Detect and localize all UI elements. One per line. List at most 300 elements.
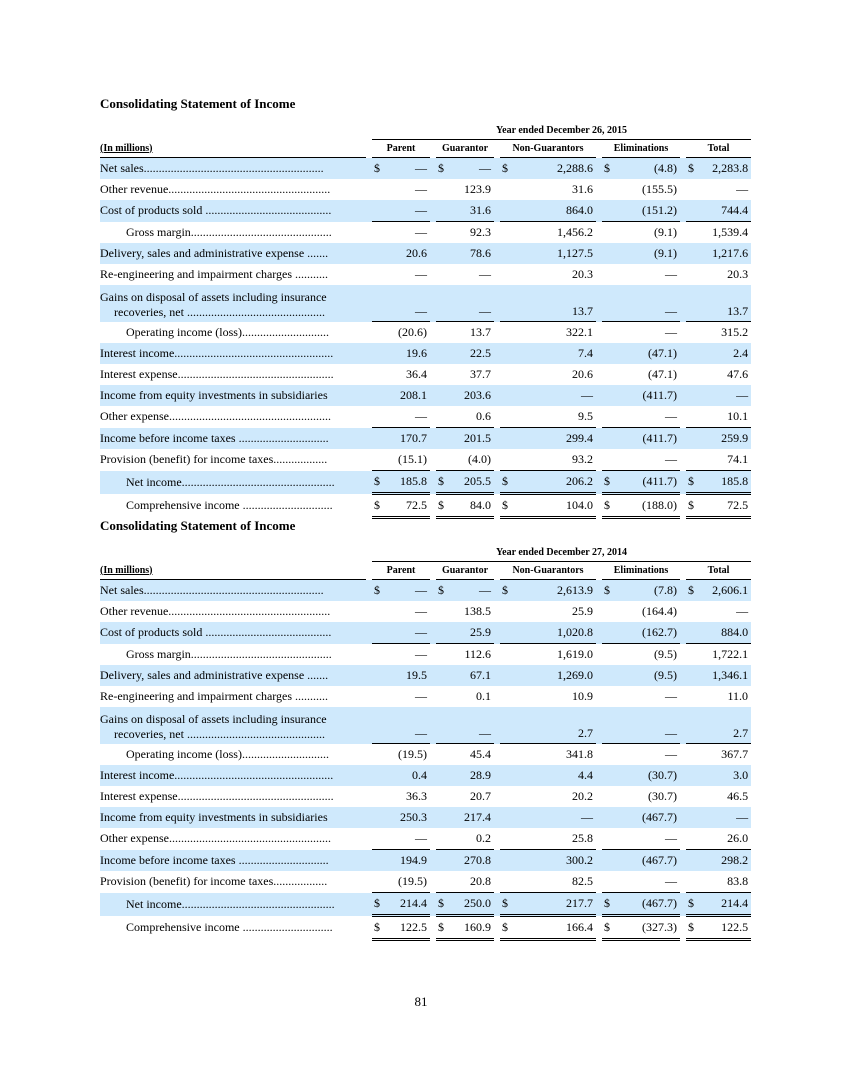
cell-value: (9.1) [654, 225, 677, 239]
cell-value: 138.5 [464, 604, 491, 618]
currency-symbol [602, 686, 615, 707]
cell-value: 74.1 [699, 449, 751, 471]
table-row [100, 179, 751, 200]
row-label: Cost of products sold .......................................... [100, 622, 366, 644]
cell-value: 2.7 [513, 707, 596, 744]
cell-value: 122.5 [699, 916, 751, 940]
currency-symbol: $ [500, 471, 513, 494]
currency-symbol [686, 644, 699, 666]
currency-symbol [686, 807, 699, 828]
cell-value: — [615, 871, 680, 893]
cell-value: 1,722.1 [712, 647, 749, 661]
cell-value: 250.0 [449, 893, 494, 916]
cell-value: 185.8 [385, 471, 430, 494]
cell-value: — [665, 267, 677, 281]
cell-value: (188.0) [615, 494, 680, 518]
row-label-line-1: Gains on disposal of assets including insurance [100, 711, 327, 726]
cell-value: 2.4 [699, 343, 751, 364]
row-label-line-1: Gains on disposal of assets including insurance [100, 289, 327, 304]
currency-symbol: $ [500, 158, 513, 180]
row-label: Comprehensive income .............................. [126, 498, 333, 512]
cell-value: — [449, 158, 494, 180]
table-body [100, 580, 751, 940]
currency-symbol [436, 601, 449, 622]
cell-value: 92.3 [470, 225, 491, 239]
table-row [100, 665, 751, 686]
currency-symbol: $ [436, 580, 449, 602]
cell-value: 28.9 [449, 765, 494, 786]
units-label: (In millions) [100, 140, 366, 158]
currency-symbol [436, 285, 449, 322]
cell-value: (4.8) [615, 158, 680, 180]
row-label: Other expense...................................................... [100, 831, 331, 846]
table-row [100, 916, 751, 940]
currency-symbol [372, 744, 385, 766]
cell-value: — [615, 707, 680, 744]
cell-value: 1,539.4 [712, 225, 749, 239]
cell-value: (467.7) [615, 893, 680, 916]
cell-value: 2,283.8 [699, 158, 751, 180]
currency-symbol [686, 222, 699, 244]
cell-value: 84.0 [449, 494, 494, 518]
currency-symbol [500, 406, 513, 428]
row-label: Income before income taxes .............................. [100, 850, 366, 872]
currency-symbol [500, 765, 513, 786]
cell-value: 31.6 [572, 182, 593, 196]
row-label: Re-engineering and impairment charges ........... [100, 689, 329, 703]
income-statement-2015 [100, 122, 751, 519]
cell-value: 0.1 [476, 689, 491, 703]
currency-symbol [686, 665, 699, 686]
currency-symbol: $ [372, 494, 385, 518]
currency-symbol [372, 871, 385, 893]
cell-value: 298.2 [699, 850, 751, 872]
currency-symbol [500, 449, 513, 471]
currency-symbol: $ [436, 893, 449, 916]
currency-symbol [436, 179, 449, 200]
cell-value: 46.5 [727, 789, 749, 803]
period-header: Year ended December 26, 2015 [372, 122, 751, 140]
row-label: Other revenue...................................................... [100, 182, 331, 196]
cell-value: (19.5) [398, 747, 427, 761]
cell-value: 270.8 [449, 850, 494, 872]
cell-value: 205.5 [449, 471, 494, 494]
table-row [100, 850, 751, 872]
currency-symbol [436, 765, 449, 786]
cell-value: 206.2 [513, 471, 596, 494]
cell-value: 25.9 [572, 604, 593, 618]
cell-value: 37.7 [470, 367, 491, 381]
currency-symbol [602, 385, 615, 406]
cell-value: 78.6 [449, 243, 494, 264]
currency-symbol: $ [436, 471, 449, 494]
currency-symbol [500, 665, 513, 686]
currency-symbol [436, 222, 449, 244]
currency-symbol [686, 385, 699, 406]
cell-value: 259.9 [699, 428, 751, 450]
currency-symbol [436, 644, 449, 666]
cell-value: (30.7) [615, 765, 680, 786]
cell-value: 104.0 [513, 494, 596, 518]
currency-symbol [602, 179, 615, 200]
period-header: Year ended December 27, 2014 [372, 544, 751, 562]
cell-value: — [479, 267, 491, 281]
table-row [100, 644, 751, 666]
cell-value: — [615, 449, 680, 471]
currency-symbol [686, 264, 699, 285]
currency-symbol [602, 343, 615, 364]
row-label: Gross margin............................................... [126, 646, 332, 661]
cell-value: 214.4 [385, 893, 430, 916]
currency-symbol [500, 707, 513, 744]
section-title-2014: Consolidating Statement of Income [100, 518, 296, 533]
currency-symbol [602, 707, 615, 744]
currency-symbol [436, 828, 449, 850]
cell-value: 217.4 [449, 807, 494, 828]
cell-value: — [385, 580, 430, 602]
cell-value: — [615, 406, 680, 428]
currency-symbol [436, 264, 449, 285]
row-label: Net income................................................... [100, 471, 366, 494]
row-label: Cost of products sold .......................................... [100, 200, 366, 222]
row-label: Net sales............................................................ [100, 580, 366, 602]
currency-symbol [436, 786, 449, 807]
currency-symbol: $ [372, 158, 385, 180]
table-row [100, 686, 751, 707]
cell-value: (9.5) [615, 665, 680, 686]
table-row [100, 322, 751, 344]
currency-symbol: $ [372, 916, 385, 940]
col-header-total: Total [686, 140, 751, 158]
currency-symbol [372, 243, 385, 264]
currency-symbol [372, 343, 385, 364]
cell-value: 36.4 [406, 367, 427, 381]
currency-symbol [500, 828, 513, 850]
cell-value: 322.1 [566, 325, 593, 339]
cell-value: — [449, 707, 494, 744]
currency-symbol: $ [436, 916, 449, 940]
row-label: Comprehensive income .............................. [126, 920, 333, 934]
cell-value: (9.1) [615, 243, 680, 264]
table-row [100, 264, 751, 285]
cell-value: 20.2 [572, 789, 593, 803]
currency-symbol [372, 449, 385, 471]
cell-value: — [513, 385, 596, 406]
table-row [100, 200, 751, 222]
cell-value: 20.7 [470, 789, 491, 803]
cell-value: 1,127.5 [513, 243, 596, 264]
cell-value: 20.6 [385, 243, 430, 264]
currency-symbol [372, 200, 385, 222]
currency-symbol [372, 406, 385, 428]
currency-symbol [436, 364, 449, 385]
cell-value: 122.5 [385, 916, 430, 940]
currency-symbol [602, 786, 615, 807]
cell-value: 2,606.1 [699, 580, 751, 602]
currency-symbol [602, 243, 615, 264]
cell-value: (411.7) [615, 428, 680, 450]
cell-value: 123.9 [464, 182, 491, 196]
table-row [100, 871, 751, 893]
currency-symbol: $ [602, 893, 615, 916]
table-row [100, 622, 751, 644]
cell-value: 341.8 [566, 747, 593, 761]
cell-value: (164.4) [642, 604, 677, 618]
table-row [100, 406, 751, 428]
table-row [100, 765, 751, 786]
cell-value: (162.7) [615, 622, 680, 644]
cell-value: 217.7 [513, 893, 596, 916]
cell-value: 19.5 [385, 665, 430, 686]
currency-symbol [500, 744, 513, 766]
col-header-eliminations: Eliminations [602, 562, 680, 580]
col-header-parent: Parent [372, 140, 430, 158]
col-header-total: Total [686, 562, 751, 580]
row-label: Delivery, sales and administrative expense ....... [100, 243, 366, 264]
cell-value: 7.4 [513, 343, 596, 364]
currency-symbol [436, 744, 449, 766]
cell-value: — [665, 689, 677, 703]
cell-value: (47.1) [615, 343, 680, 364]
row-label-line-2: recoveries, net .............................................. [114, 304, 325, 319]
cell-value: 13.7 [699, 285, 751, 322]
currency-symbol [436, 385, 449, 406]
currency-symbol [436, 243, 449, 264]
cell-value: — [415, 689, 427, 703]
cell-value: 10.1 [699, 406, 751, 428]
currency-symbol: $ [436, 158, 449, 180]
cell-value: 47.6 [727, 367, 749, 381]
cell-value: 93.2 [513, 449, 596, 471]
cell-value: 300.2 [513, 850, 596, 872]
cell-value: — [449, 285, 494, 322]
cell-value: 13.7 [470, 325, 491, 339]
currency-symbol [372, 385, 385, 406]
row-label: Income from equity investments in subsidiaries [100, 385, 366, 406]
currency-symbol [686, 200, 699, 222]
cell-value: 72.5 [385, 494, 430, 518]
cell-value: 160.9 [449, 916, 494, 940]
currency-symbol: $ [500, 580, 513, 602]
currency-symbol: $ [686, 158, 699, 180]
currency-symbol: $ [372, 580, 385, 602]
currency-symbol [602, 322, 615, 344]
cell-value: 26.0 [699, 828, 751, 850]
cell-value: 72.5 [699, 494, 751, 518]
currency-symbol: $ [686, 916, 699, 940]
cell-value: 45.4 [470, 747, 491, 761]
currency-symbol [602, 765, 615, 786]
currency-symbol [602, 601, 615, 622]
currency-symbol [500, 644, 513, 666]
table-row [100, 222, 751, 244]
cell-value: — [385, 158, 430, 180]
currency-symbol [372, 786, 385, 807]
col-header-non-guarantors: Non-Guarantors [500, 562, 596, 580]
currency-symbol [372, 807, 385, 828]
cell-value: — [665, 325, 677, 339]
cell-value: — [513, 807, 596, 828]
cell-value: — [415, 182, 427, 196]
currency-symbol [686, 707, 699, 744]
currency-symbol [602, 850, 615, 872]
currency-symbol [602, 644, 615, 666]
table-row [100, 580, 751, 602]
row-label: Delivery, sales and administrative expense ....... [100, 665, 366, 686]
cell-value: 20.8 [449, 871, 494, 893]
currency-symbol [602, 428, 615, 450]
table-body [100, 158, 751, 518]
currency-symbol [602, 264, 615, 285]
currency-symbol [602, 364, 615, 385]
currency-symbol [500, 179, 513, 200]
currency-symbol [500, 601, 513, 622]
cell-value: 864.0 [513, 200, 596, 222]
cell-value: 299.4 [513, 428, 596, 450]
currency-symbol: $ [602, 580, 615, 602]
currency-symbol: $ [602, 494, 615, 518]
cell-value: 2,613.9 [513, 580, 596, 602]
row-label: Gross margin............................................... [126, 224, 332, 239]
cell-value: 201.5 [449, 428, 494, 450]
cell-value: 744.4 [699, 200, 751, 222]
currency-symbol [436, 322, 449, 344]
currency-symbol [602, 665, 615, 686]
currency-symbol [436, 871, 449, 893]
cell-value: 19.6 [385, 343, 430, 364]
currency-symbol [436, 665, 449, 686]
row-label: Income before income taxes .............................. [100, 428, 366, 450]
currency-symbol [500, 364, 513, 385]
currency-symbol [436, 707, 449, 744]
table-row [100, 343, 751, 364]
col-header-guarantor: Guarantor [436, 140, 494, 158]
currency-symbol [686, 786, 699, 807]
currency-symbol [372, 707, 385, 744]
currency-symbol [686, 343, 699, 364]
table-row [100, 744, 751, 766]
currency-symbol [372, 850, 385, 872]
cell-value: (47.1) [648, 367, 677, 381]
cell-value: — [415, 225, 427, 239]
table-row [100, 243, 751, 264]
cell-value: (7.8) [615, 580, 680, 602]
cell-value: — [385, 406, 430, 428]
cell-value: 1,269.0 [513, 665, 596, 686]
table-row [100, 893, 751, 916]
cell-value: 315.2 [721, 325, 749, 339]
currency-symbol [500, 686, 513, 707]
cell-value: (9.5) [654, 647, 677, 661]
table-row [100, 471, 751, 494]
cell-value: 2.7 [699, 707, 751, 744]
currency-symbol: $ [372, 893, 385, 916]
table-row [100, 828, 751, 850]
cell-value: 1,456.2 [557, 225, 593, 239]
currency-symbol [436, 200, 449, 222]
currency-symbol [686, 364, 699, 385]
cell-value: 0.4 [385, 765, 430, 786]
cell-value: 367.7 [721, 747, 749, 761]
cell-value: 11.0 [727, 689, 749, 703]
cell-value: 25.9 [449, 622, 494, 644]
cell-value: — [699, 385, 751, 406]
cell-value: (15.1) [385, 449, 430, 471]
currency-symbol: $ [436, 494, 449, 518]
currency-symbol [372, 665, 385, 686]
row-label: Other revenue...................................................... [100, 604, 331, 618]
cell-value: (327.3) [615, 916, 680, 940]
currency-symbol: $ [500, 494, 513, 518]
cell-value: 0.6 [449, 406, 494, 428]
cell-value: 250.3 [385, 807, 430, 828]
currency-symbol [686, 765, 699, 786]
row-label: Interest income..................................................... [100, 343, 366, 364]
cell-value: — [665, 747, 677, 761]
cell-value: — [415, 604, 427, 618]
currency-symbol [686, 828, 699, 850]
cell-value: — [615, 285, 680, 322]
currency-symbol: $ [686, 494, 699, 518]
cell-value: 1,619.0 [557, 647, 593, 661]
currency-symbol [686, 686, 699, 707]
table-row [100, 494, 751, 518]
currency-symbol [372, 364, 385, 385]
cell-value: 884.0 [699, 622, 751, 644]
currency-symbol [686, 322, 699, 344]
cell-value: (467.7) [615, 850, 680, 872]
currency-symbol [500, 243, 513, 264]
currency-symbol [436, 449, 449, 471]
cell-value: — [385, 285, 430, 322]
table-row [100, 285, 751, 322]
cell-value: (467.7) [615, 807, 680, 828]
currency-symbol [686, 428, 699, 450]
currency-symbol [686, 850, 699, 872]
currency-symbol [500, 871, 513, 893]
currency-symbol [372, 264, 385, 285]
cell-value: 22.5 [449, 343, 494, 364]
currency-symbol [372, 601, 385, 622]
cell-value: 82.5 [513, 871, 596, 893]
cell-value: 170.7 [385, 428, 430, 450]
currency-symbol: $ [602, 916, 615, 940]
cell-value: — [385, 707, 430, 744]
currency-symbol [602, 200, 615, 222]
currency-symbol [602, 807, 615, 828]
cell-value: 67.1 [449, 665, 494, 686]
table-row [100, 786, 751, 807]
currency-symbol [436, 850, 449, 872]
cell-value: 13.7 [513, 285, 596, 322]
cell-value: 208.1 [385, 385, 430, 406]
cell-value: 25.8 [513, 828, 596, 850]
currency-symbol [500, 222, 513, 244]
col-header-non-guarantors: Non-Guarantors [500, 140, 596, 158]
cell-value: — [385, 828, 430, 850]
cell-value: 20.3 [572, 267, 593, 281]
row-label-line-2: recoveries, net .............................................. [114, 726, 325, 741]
cell-value: (20.6) [398, 325, 427, 339]
row-label [100, 707, 366, 744]
section-title-2015: Consolidating Statement of Income [100, 96, 296, 111]
currency-symbol [500, 322, 513, 344]
cell-value: — [385, 200, 430, 222]
currency-symbol [436, 406, 449, 428]
currency-symbol [436, 686, 449, 707]
cell-value: — [415, 647, 427, 661]
currency-symbol [602, 871, 615, 893]
